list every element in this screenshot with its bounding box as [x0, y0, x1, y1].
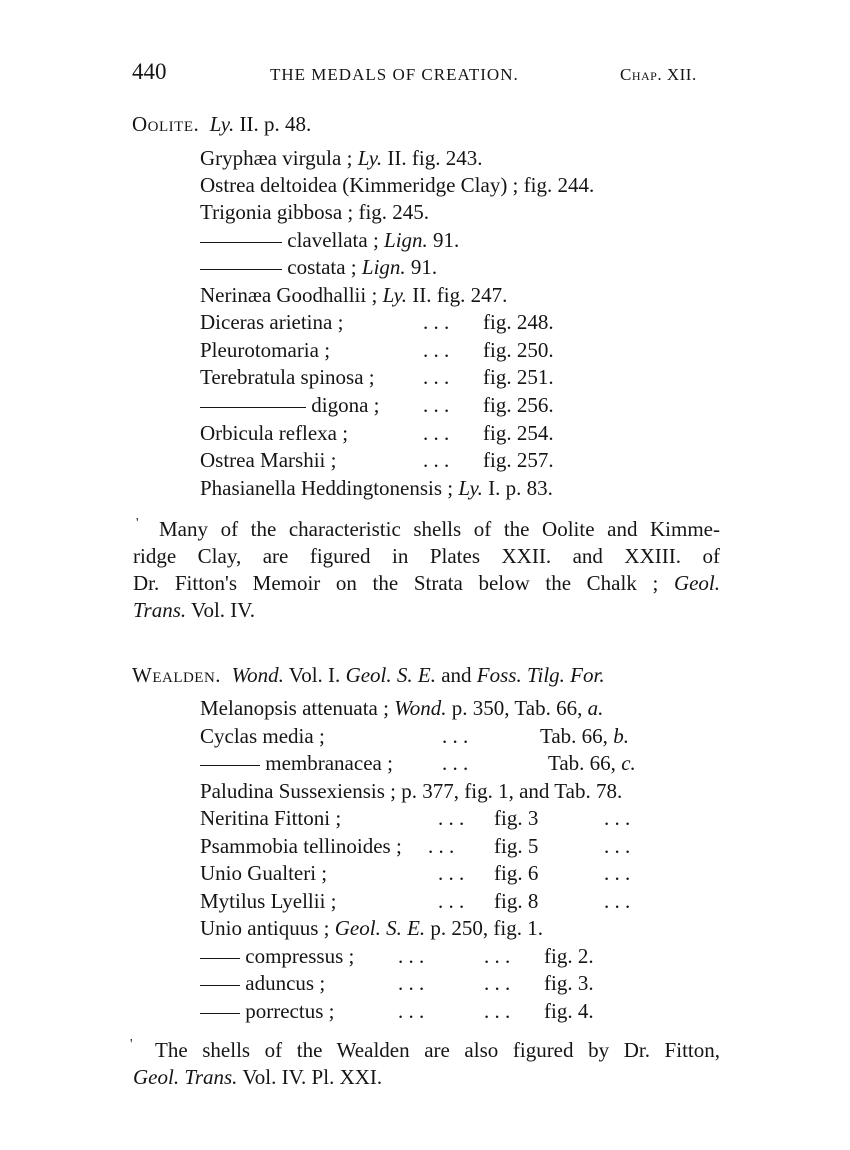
species-name: Ostrea deltoidea (Kimmeridge Clay) ;	[200, 173, 519, 197]
species-name: Neritina Fittoni ;	[200, 806, 342, 830]
wealden-item	[200, 860, 327, 887]
dot-leader: . . .	[423, 338, 450, 362]
fig-ref: fig. 257.	[483, 448, 554, 472]
fig-ref: fig. 4.	[544, 999, 594, 1023]
wealden-heading-title: Wealden.	[132, 663, 222, 687]
page-number: 440	[132, 59, 167, 84]
dot-leader: . . .	[442, 724, 469, 748]
species-name: porrectus ;	[245, 999, 335, 1023]
oolite-item	[200, 364, 375, 391]
dot-leader: . . .	[423, 310, 450, 334]
note-volume: Vol. IV.	[191, 598, 255, 622]
species-name: Orbicula reflexa ;	[200, 421, 349, 445]
heading-ref: Wond.	[231, 663, 284, 687]
dot-leader: . . .	[438, 889, 465, 913]
species-name: Diceras arietina ;	[200, 310, 344, 334]
fig-ref: 91.	[433, 228, 460, 252]
species-name: membranacea ;	[265, 751, 393, 775]
oolite-item	[200, 420, 348, 447]
dot-leader: . . .	[484, 999, 511, 1023]
dot-leader: . . .	[423, 448, 450, 472]
oolite-item	[200, 282, 507, 309]
ditto-rule	[200, 1013, 240, 1014]
dot-leader: . . .	[423, 365, 450, 389]
wealden-item	[200, 723, 325, 750]
dot-leader: . . .	[484, 944, 511, 968]
tab-ref: Tab. 66,	[548, 751, 616, 775]
paragraph-mark: '	[136, 516, 139, 531]
species-name: Unio antiquus ;	[200, 916, 330, 940]
heading-ref: Geol. S. E.	[345, 663, 436, 687]
note-line-2	[133, 1064, 720, 1091]
ref-abbr: Lign.	[384, 228, 428, 252]
species-name: Psammobia tellinoides ;	[200, 834, 402, 858]
species-name: Cyclas media ;	[200, 724, 325, 748]
tab-ref: Tab. 66,	[540, 724, 608, 748]
species-name: Pleurotomaria ;	[200, 338, 331, 362]
oolite-item	[200, 392, 380, 419]
dot-leader: . . .	[604, 834, 631, 858]
note-line: The shells of the Wealden are also figured by Dr. Fitton,	[155, 1038, 720, 1062]
wealden-item	[200, 998, 334, 1025]
species-name: aduncus ;	[245, 971, 326, 995]
note-line: ridge Clay, are figured in Plates XXII. and XXIII. of	[133, 544, 720, 568]
dot-leader: . . .	[438, 861, 465, 885]
oolite-item	[200, 447, 336, 474]
oolite-item	[200, 145, 482, 172]
oolite-item	[200, 172, 594, 199]
species-name: compressus ;	[245, 944, 355, 968]
wealden-item	[200, 695, 603, 722]
species-name: digona ;	[311, 393, 380, 417]
fig-ref: fig. 244.	[523, 173, 595, 197]
heading-ref: Vol. I.	[288, 663, 341, 687]
ref-abbr: Ly.	[357, 146, 383, 170]
fig-ref: II. fig. 243.	[387, 146, 483, 170]
oolite-heading-title: Oolite.	[132, 112, 200, 136]
ditto-rule	[200, 958, 240, 959]
running-title: THE MEDALS OF CREATION.	[270, 65, 519, 84]
note-text: Dr. Fitton's Memoir on the Strata below the Chalk ;	[133, 571, 659, 595]
ref-abbr: Wond.	[394, 696, 447, 720]
note-journal: Geol. Trans.	[133, 1065, 238, 1089]
fig-letter: c.	[621, 751, 636, 775]
fig-ref: fig. 2.	[544, 944, 594, 968]
paragraph-mark: '	[130, 1037, 133, 1052]
dot-leader: . . .	[398, 944, 425, 968]
oolite-item	[200, 227, 459, 254]
fig-ref	[540, 723, 629, 750]
species-name: Mytilus Lyellii ;	[200, 889, 337, 913]
species-name: Ostrea Marshii ;	[200, 448, 337, 472]
ditto-rule	[200, 242, 282, 243]
wealden-item	[200, 833, 402, 860]
note-volume: Vol. IV. Pl. XXI.	[242, 1065, 383, 1089]
note-journal: Geol.	[673, 571, 721, 595]
wealden-heading	[132, 662, 605, 689]
fig-ref: p. 377, fig. 1, and Tab. 78.	[401, 779, 623, 803]
dot-leader: . . .	[442, 751, 469, 775]
dot-leader: . . .	[423, 393, 450, 417]
fig-letter: b.	[613, 724, 629, 748]
note-line-4	[133, 597, 720, 624]
heading-ref: and	[441, 663, 472, 687]
wealden-item	[200, 888, 337, 915]
wealden-item	[200, 943, 354, 970]
species-name: Melanopsis attenuata ;	[200, 696, 389, 720]
oolite-item	[200, 337, 330, 364]
ditto-rule	[200, 407, 306, 408]
dot-leader: . . .	[398, 971, 425, 995]
fig-letter: a.	[587, 696, 604, 720]
dot-leader: . . .	[604, 806, 631, 830]
fig-ref: fig. 250.	[483, 338, 554, 362]
dot-leader: . . .	[604, 861, 631, 885]
species-name: Terebratula spinosa ;	[200, 365, 375, 389]
fig-ref: fig. 5	[494, 834, 539, 858]
ref-abbr: Lign.	[361, 255, 406, 279]
fig-ref: II. fig. 247.	[412, 283, 508, 307]
oolite-item	[200, 309, 343, 336]
wealden-item	[200, 805, 341, 832]
species-name: Unio Gualteri ;	[200, 861, 328, 885]
fig-ref: fig. 8	[494, 889, 539, 913]
dot-leader: . . .	[423, 421, 450, 445]
fig-ref: fig. 254.	[483, 421, 554, 445]
fig-ref: fig. 245.	[358, 200, 430, 224]
oolite-item	[200, 475, 553, 502]
wealden-item	[200, 750, 393, 777]
ref-abbr: Geol. S. E.	[334, 916, 426, 940]
species-name: Phasianella Heddingtonensis ;	[200, 476, 454, 500]
wealden-item	[200, 970, 325, 997]
heading-ref: Foss. Tilg. For.	[476, 663, 605, 687]
ditto-rule	[200, 985, 240, 986]
ditto-rule	[200, 765, 260, 766]
ref-abbr: Ly.	[458, 476, 483, 500]
species-name: costata ;	[287, 255, 357, 279]
ref-abbr: Ly.	[382, 283, 408, 307]
fig-ref: 91.	[410, 255, 438, 279]
dot-leader: . . .	[428, 834, 455, 858]
note-line: Many of the characteristic shells of the Oolite and Kimme-	[159, 517, 720, 541]
fig-ref: fig. 251.	[483, 365, 554, 389]
wealden-item	[200, 915, 543, 942]
chapter-label: Chap. XII.	[620, 65, 697, 84]
wealden-item	[200, 778, 622, 805]
oolite-heading	[132, 111, 311, 138]
oolite-heading-ref: II. p. 48.	[239, 112, 312, 136]
oolite-heading-ref-abbr: Ly.	[209, 112, 235, 136]
oolite-item	[200, 254, 437, 281]
dot-leader: . . .	[438, 806, 465, 830]
fig-ref: fig. 3.	[544, 971, 594, 995]
species-name: Gryphæa virgula ;	[200, 146, 353, 170]
dot-leader: . . .	[484, 971, 511, 995]
fig-ref: I. p. 83.	[488, 476, 553, 500]
oolite-note	[133, 516, 720, 624]
dot-leader: . . .	[398, 999, 425, 1023]
dot-leader: . . .	[604, 889, 631, 913]
species-name: Trigonia gibbosa ;	[200, 200, 354, 224]
fig-ref: p. 350, Tab. 66,	[451, 696, 583, 720]
fig-ref	[548, 750, 636, 777]
wealden-note	[133, 1037, 720, 1091]
note-line-3	[133, 570, 720, 597]
fig-ref: fig. 3	[494, 806, 539, 830]
fig-ref: p. 250, fig. 1.	[430, 916, 543, 940]
species-name: clavellata ;	[287, 228, 379, 252]
fig-ref: fig. 248.	[483, 310, 554, 334]
ditto-rule	[200, 269, 282, 270]
fig-ref: fig. 6	[494, 861, 539, 885]
oolite-item	[200, 199, 429, 226]
fig-ref: fig. 256.	[483, 393, 554, 417]
species-name: Nerinæa Goodhallii ;	[200, 283, 378, 307]
species-name: Paludina Sussexiensis ;	[200, 779, 397, 803]
note-journal-cont: Trans.	[133, 598, 187, 622]
